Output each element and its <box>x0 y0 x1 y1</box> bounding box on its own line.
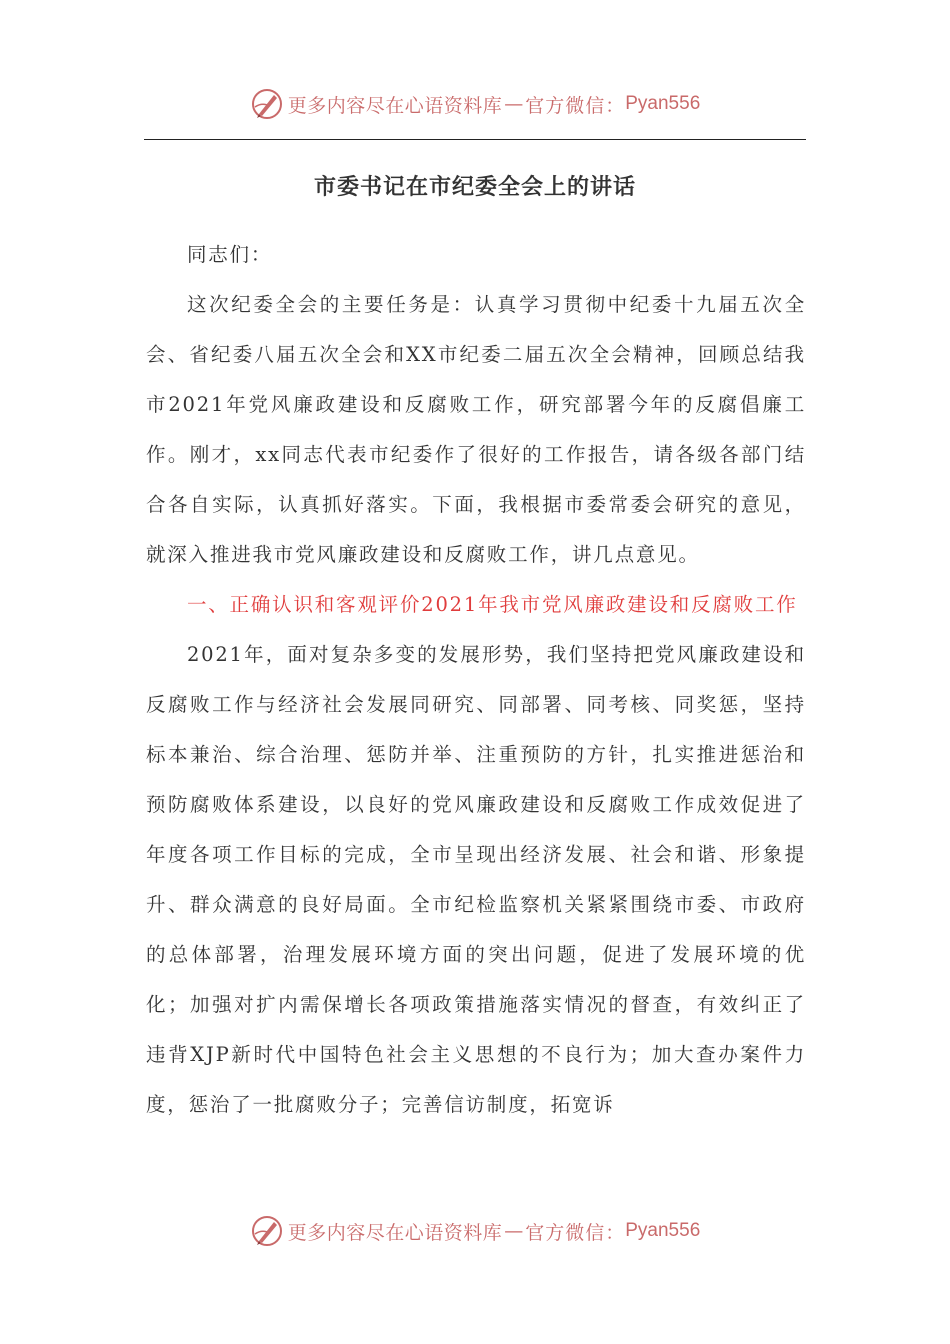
banner-text: 更多内容尽在心语资料库 <box>287 94 503 117</box>
banner-wechat-id: Pyan556 <box>625 1220 701 1241</box>
banner-wechat-label: 官方微信： <box>525 94 626 117</box>
document-title: 市委书记在市纪委全会上的讲话 <box>313 175 636 200</box>
pen-logo-icon <box>250 1214 284 1248</box>
banner-separator: — <box>504 93 524 115</box>
salutation: 同志们： <box>186 243 273 266</box>
document-body <box>146 230 806 1130</box>
section-heading: 一、正确认识和客观评价2021年我市党风廉政建设和反腐败工作 <box>186 593 798 616</box>
banner-separator: — <box>504 1220 524 1242</box>
header-divider <box>144 139 806 140</box>
banner-wechat-id: Pyan556 <box>625 93 701 114</box>
header-banner <box>0 84 950 124</box>
pen-logo-icon <box>250 87 284 121</box>
banner-wechat-label: 官方微信： <box>525 1221 626 1244</box>
intro-paragraph: 这次纪委全会的主要任务是：认真学习贯彻中纪委十九届五次全会、省纪委八届五次全会和XX市纪委二届五次全会精神，回顾总结我市2021年党风廉政建设和反腐败工作，研究部署今年的反腐倡廉工作。刚才，xx同志代表市纪委作了很好的工作报告，请各级各部门结合各自实际，认真抓好落实。下面，我根据市委常委会研究的意见，就深入推进我市党风廉政建设和反腐败工作，讲几点意见。 <box>146 293 806 566</box>
section-paragraph: 2021年，面对复杂多变的发展形势，我们坚持把党风廉政建设和反腐败工作与经济社会发展同研究、同部署、同考核、同奖惩，坚持标本兼治、综合治理、惩防并举、注重预防的方针，扎实推进惩治和预防腐败体系建设，以良好的党风廉政建设和反腐败工作成效促进了年度各项工作目标的完成，全市呈现出经济发展、社会和谐、形象提升、群众满意的良好局面。全市纪检监察机关紧紧围绕市委、市政府的总体部署，治理发展环境方面的突出问题，促进了发展环境的优化；加强对扩内需保增长各项政策措施落实情况的督查，有效纠正了违背XJP新时代中国特色社会主义思想的不良行为；加大查办案件力度，惩治了一批腐败分子；完善信访制度，拓宽诉 <box>146 643 806 1116</box>
footer-banner <box>0 1211 950 1251</box>
banner-text: 更多内容尽在心语资料库 <box>287 1221 503 1244</box>
